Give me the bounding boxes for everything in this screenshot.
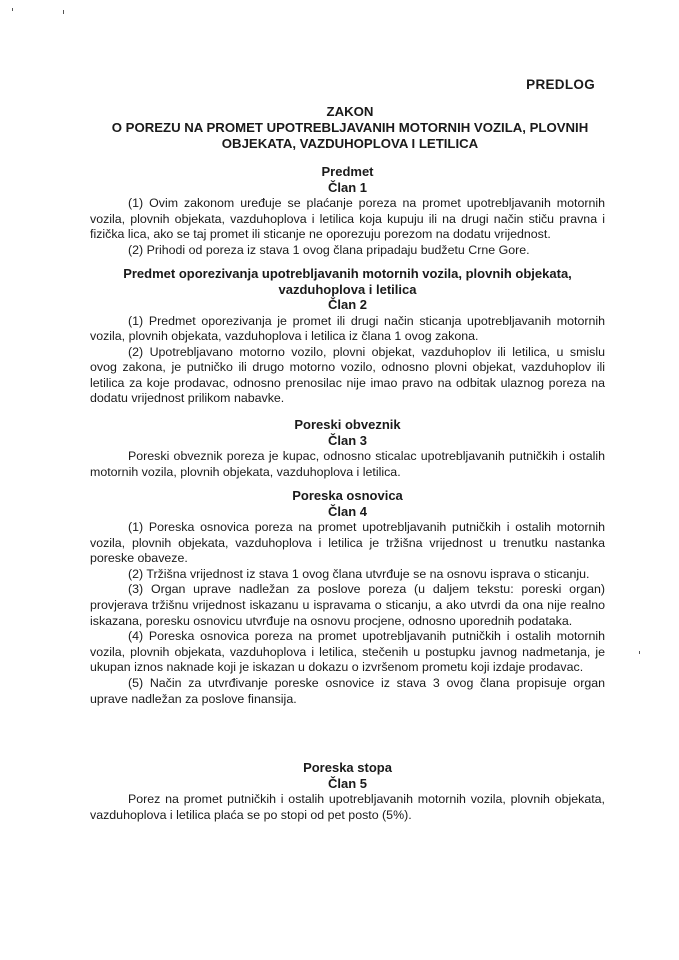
paragraph: (2) Tržišna vrijednost iz stava 1 ovog člana utvrđuje se na osnovu isprava o sticanju. bbox=[128, 566, 590, 581]
article-number: Član 2 bbox=[327, 297, 367, 312]
article-number: Član 3 bbox=[327, 432, 367, 448]
section-heading: Poreski obveznik bbox=[294, 417, 401, 432]
paragraph: (5) Način za utvrđivanje poreske osnovice iz stava 3 ovog člana propisuje organ uprave nadležan za poslove finansija. bbox=[90, 675, 605, 706]
paragraph: Porez na promet putničkih i ostalih upotrebljavanih motornih vozila, plovnih objekata, vazduhoplova i letilica plaća se po stopi od pet posto (5%). bbox=[90, 792, 605, 822]
section-taxation-subject bbox=[90, 266, 605, 407]
law-title-line2: O POREZU NA PROMET UPOTREBLJAVANIH MOTORNIH VOZILA, PLOVNIH bbox=[111, 120, 589, 135]
section-subject bbox=[90, 164, 605, 258]
section-heading: Predmet bbox=[321, 164, 374, 179]
section-heading: Poreska osnovica bbox=[292, 488, 403, 503]
law-title-line1: ZAKON bbox=[326, 104, 374, 119]
section-taxpayer bbox=[90, 417, 605, 480]
paragraph: (1) Predmet oporezivanja je promet ili drugi način sticanja upotrebljavanih motornih vozila, plovnih objekata, vazduhoplova i letilica iz člana 1 ovog zakona. bbox=[90, 313, 605, 344]
scan-speck bbox=[12, 8, 13, 11]
section-tax-base bbox=[90, 488, 605, 707]
law-title-line3: OBJEKATA, VAZDUHOPLOVA I LETILICA bbox=[221, 136, 479, 151]
section-tax-rate bbox=[90, 760, 605, 823]
section-heading: Poreska stopa bbox=[303, 760, 392, 775]
scan-speck bbox=[639, 651, 640, 654]
law-title bbox=[90, 104, 610, 152]
paragraph: (2) Upotrebljavano motorno vozilo, plovni objekat, vazduhoplov ili letilica, u smislu ovog zakona, je putničko ili drugo motorno vozilo, odnosno plovni objekat, vazduhoplov ili letilica za koje prodavac, odnosno prenosilac nije imao pravo na odbitak ulaznog poreza na dodatu vrijednost prilikom nabavke. bbox=[90, 344, 605, 406]
proposal-label: PREDLOG bbox=[526, 77, 595, 92]
article-number: Član 1 bbox=[327, 179, 367, 195]
paragraph: (2) Prihodi od poreza iz stava 1 ovog člana pripadaju budžetu Crne Gore. bbox=[128, 242, 530, 257]
article-number: Član 5 bbox=[327, 775, 367, 791]
paragraph: Poreski obveznik poreza je kupac, odnosno sticalac upotrebljavanih putničkih i ostalih motornih vozila, plovnih objekata, vazduhoplova i letilica. bbox=[90, 449, 605, 479]
paragraph: (4) Poreska osnovica poreza na promet upotrebljavanih putničkih i ostalih motornih vozila, plovnih objekata, vazduhoplova i letilica, stečenih u postupku javnog nadmetanja, je ukupan iznos naknade koji je iskazan u dokazu o izvršenom prometu koji izdaje prodavac. bbox=[90, 629, 605, 675]
section-heading: Predmet oporezivanja upotrebljavanih motornih vozila, plovnih objekata, vazduhoplova i letilica bbox=[123, 266, 572, 297]
scan-speck bbox=[63, 10, 64, 14]
article-number: Član 4 bbox=[327, 503, 367, 519]
paragraph: (1) Ovim zakonom uređuje se plaćanje poreza na promet upotrebljavanih motornih vozila, plovnih objekata, vazduhoplova i letilica koja kupuju ili na drugi način stiču pravna i fizička lica, ako se taj promet ili sticanje ne oporezuju porezom na dodatu vrijednost. bbox=[90, 196, 605, 242]
paragraph: (1) Poreska osnovica poreza na promet upotrebljavanih putničkih i ostalih motornih vozila, plovnih objekata, vazduhoplova i letilica je tržišna vrijednost u trenutku nastanka poreske obaveze. bbox=[90, 520, 605, 566]
paragraph: (3) Organ uprave nadležan za poslove poreza (u daljem tekstu: poreski organ) provjerava tržišnu vrijednost iskazanu u ispravama o sticanju, a ako utvrdi da ona nije realno iskazana, poresku osnovicu utvrđuje na osnovu procjene, odnosno uporednih podataka. bbox=[90, 582, 605, 628]
